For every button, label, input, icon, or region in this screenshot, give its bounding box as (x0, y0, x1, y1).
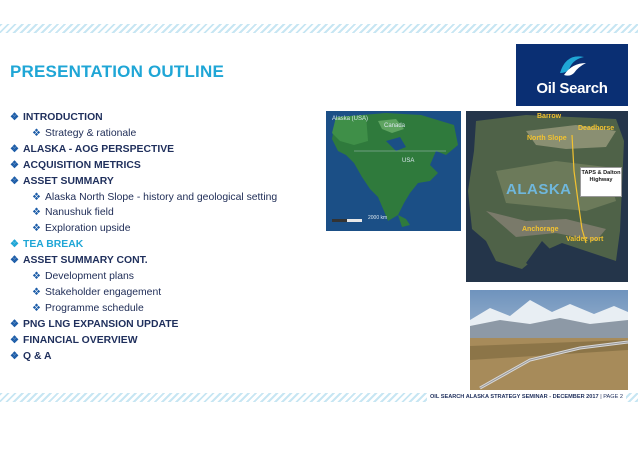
outline-subitem (32, 271, 134, 283)
footer (427, 392, 626, 403)
outline-subitem (32, 303, 144, 315)
outline-item-label: ALASKA - AOG PERSPECTIVE (23, 143, 175, 155)
logo-swirl-icon (556, 51, 588, 79)
place-barrow: Barrow (537, 113, 562, 120)
diamond-bullet-icon: ❖ (32, 223, 41, 235)
outline-item-label: Stakeholder engagement (45, 286, 162, 298)
outline-subitem (32, 223, 131, 235)
outline-subitem (32, 287, 161, 299)
outline-item-label: Exploration upside (45, 223, 131, 235)
outline-section-item (10, 160, 141, 172)
place-deadhorse: Deadhorse (578, 125, 615, 132)
outline-section-item (10, 319, 179, 331)
diamond-bullet-icon: ❖ (10, 143, 19, 155)
logo-text: Oil Search (536, 80, 608, 97)
oil-search-logo (516, 44, 628, 106)
outline-item-label: Q & A (23, 350, 52, 362)
map-label-alaska: Alaska (USA) (332, 116, 369, 122)
diamond-bullet-icon: ❖ (32, 191, 41, 203)
outline-subitem (32, 207, 114, 219)
north-america-map (326, 111, 461, 231)
map-label-usa: USA (402, 158, 415, 164)
top-hatch-band (0, 24, 638, 33)
diamond-bullet-icon: ❖ (10, 334, 19, 346)
outline-section-item (10, 176, 114, 188)
outline-item-label: PNG LNG EXPANSION UPDATE (23, 318, 179, 330)
outline-item-label: ACQUISITION METRICS (23, 159, 141, 171)
footer-page-number: | PAGE 2 (600, 394, 623, 400)
diamond-bullet-icon: ❖ (10, 112, 19, 123)
diamond-bullet-icon: ❖ (32, 302, 41, 314)
diamond-bullet-icon: ❖ (10, 175, 19, 187)
outline-section-item (10, 239, 83, 251)
outline-item-label: ASSET SUMMARY CONT. (23, 255, 148, 267)
outline-section-item (10, 112, 103, 124)
place-valdez: Valdez port (566, 236, 604, 243)
outline-item-label: Strategy & rationale (45, 127, 137, 139)
outline-section-item (10, 255, 148, 267)
diamond-bullet-icon: ❖ (10, 239, 19, 251)
diamond-bullet-icon: ❖ (32, 286, 41, 298)
diamond-bullet-icon: ❖ (32, 271, 41, 282)
diamond-bullet-icon: ❖ (10, 159, 19, 171)
outline-section-item (10, 351, 51, 363)
outline-item-label: TEA BREAK (23, 239, 84, 251)
place-north-slope: North Slope (527, 135, 567, 142)
diamond-bullet-icon: ❖ (32, 127, 41, 139)
diamond-bullet-icon: ❖ (10, 350, 19, 362)
outline-section-item (10, 144, 174, 156)
pipeline-photo (470, 290, 628, 390)
diamond-bullet-icon: ❖ (10, 318, 19, 330)
outline-subitem (32, 128, 136, 140)
outline-item-label: INTRODUCTION (23, 112, 103, 123)
outline-section-item (10, 335, 138, 347)
outline-subitem (32, 192, 277, 204)
outline-item-label: Nanushuk field (45, 207, 114, 219)
diamond-bullet-icon: ❖ (10, 255, 19, 267)
outline-item-label: Development plans (45, 271, 134, 282)
outline-item-label: Programme schedule (45, 302, 144, 314)
outline-item-label: ASSET SUMMARY (23, 175, 114, 187)
map-title-alaska: ALASKA (506, 181, 572, 198)
diamond-bullet-icon: ❖ (32, 207, 41, 219)
outline-item-label: Alaska North Slope - history and geological setting (45, 191, 278, 203)
page-title: PRESENTATION OUTLINE (10, 62, 224, 81)
footer-title: OIL SEARCH ALASKA STRATEGY SEMINAR - DECEMBER 2017 (429, 394, 599, 400)
map-label-canada: Canada (384, 123, 406, 129)
taps-dalton-highway-box: TAPS & Dalton Highway (580, 167, 622, 197)
place-anchorage: Anchorage (522, 226, 559, 233)
map-scale-label: 2000 km (368, 215, 388, 221)
outline-item-label: FINANCIAL OVERVIEW (23, 334, 138, 346)
